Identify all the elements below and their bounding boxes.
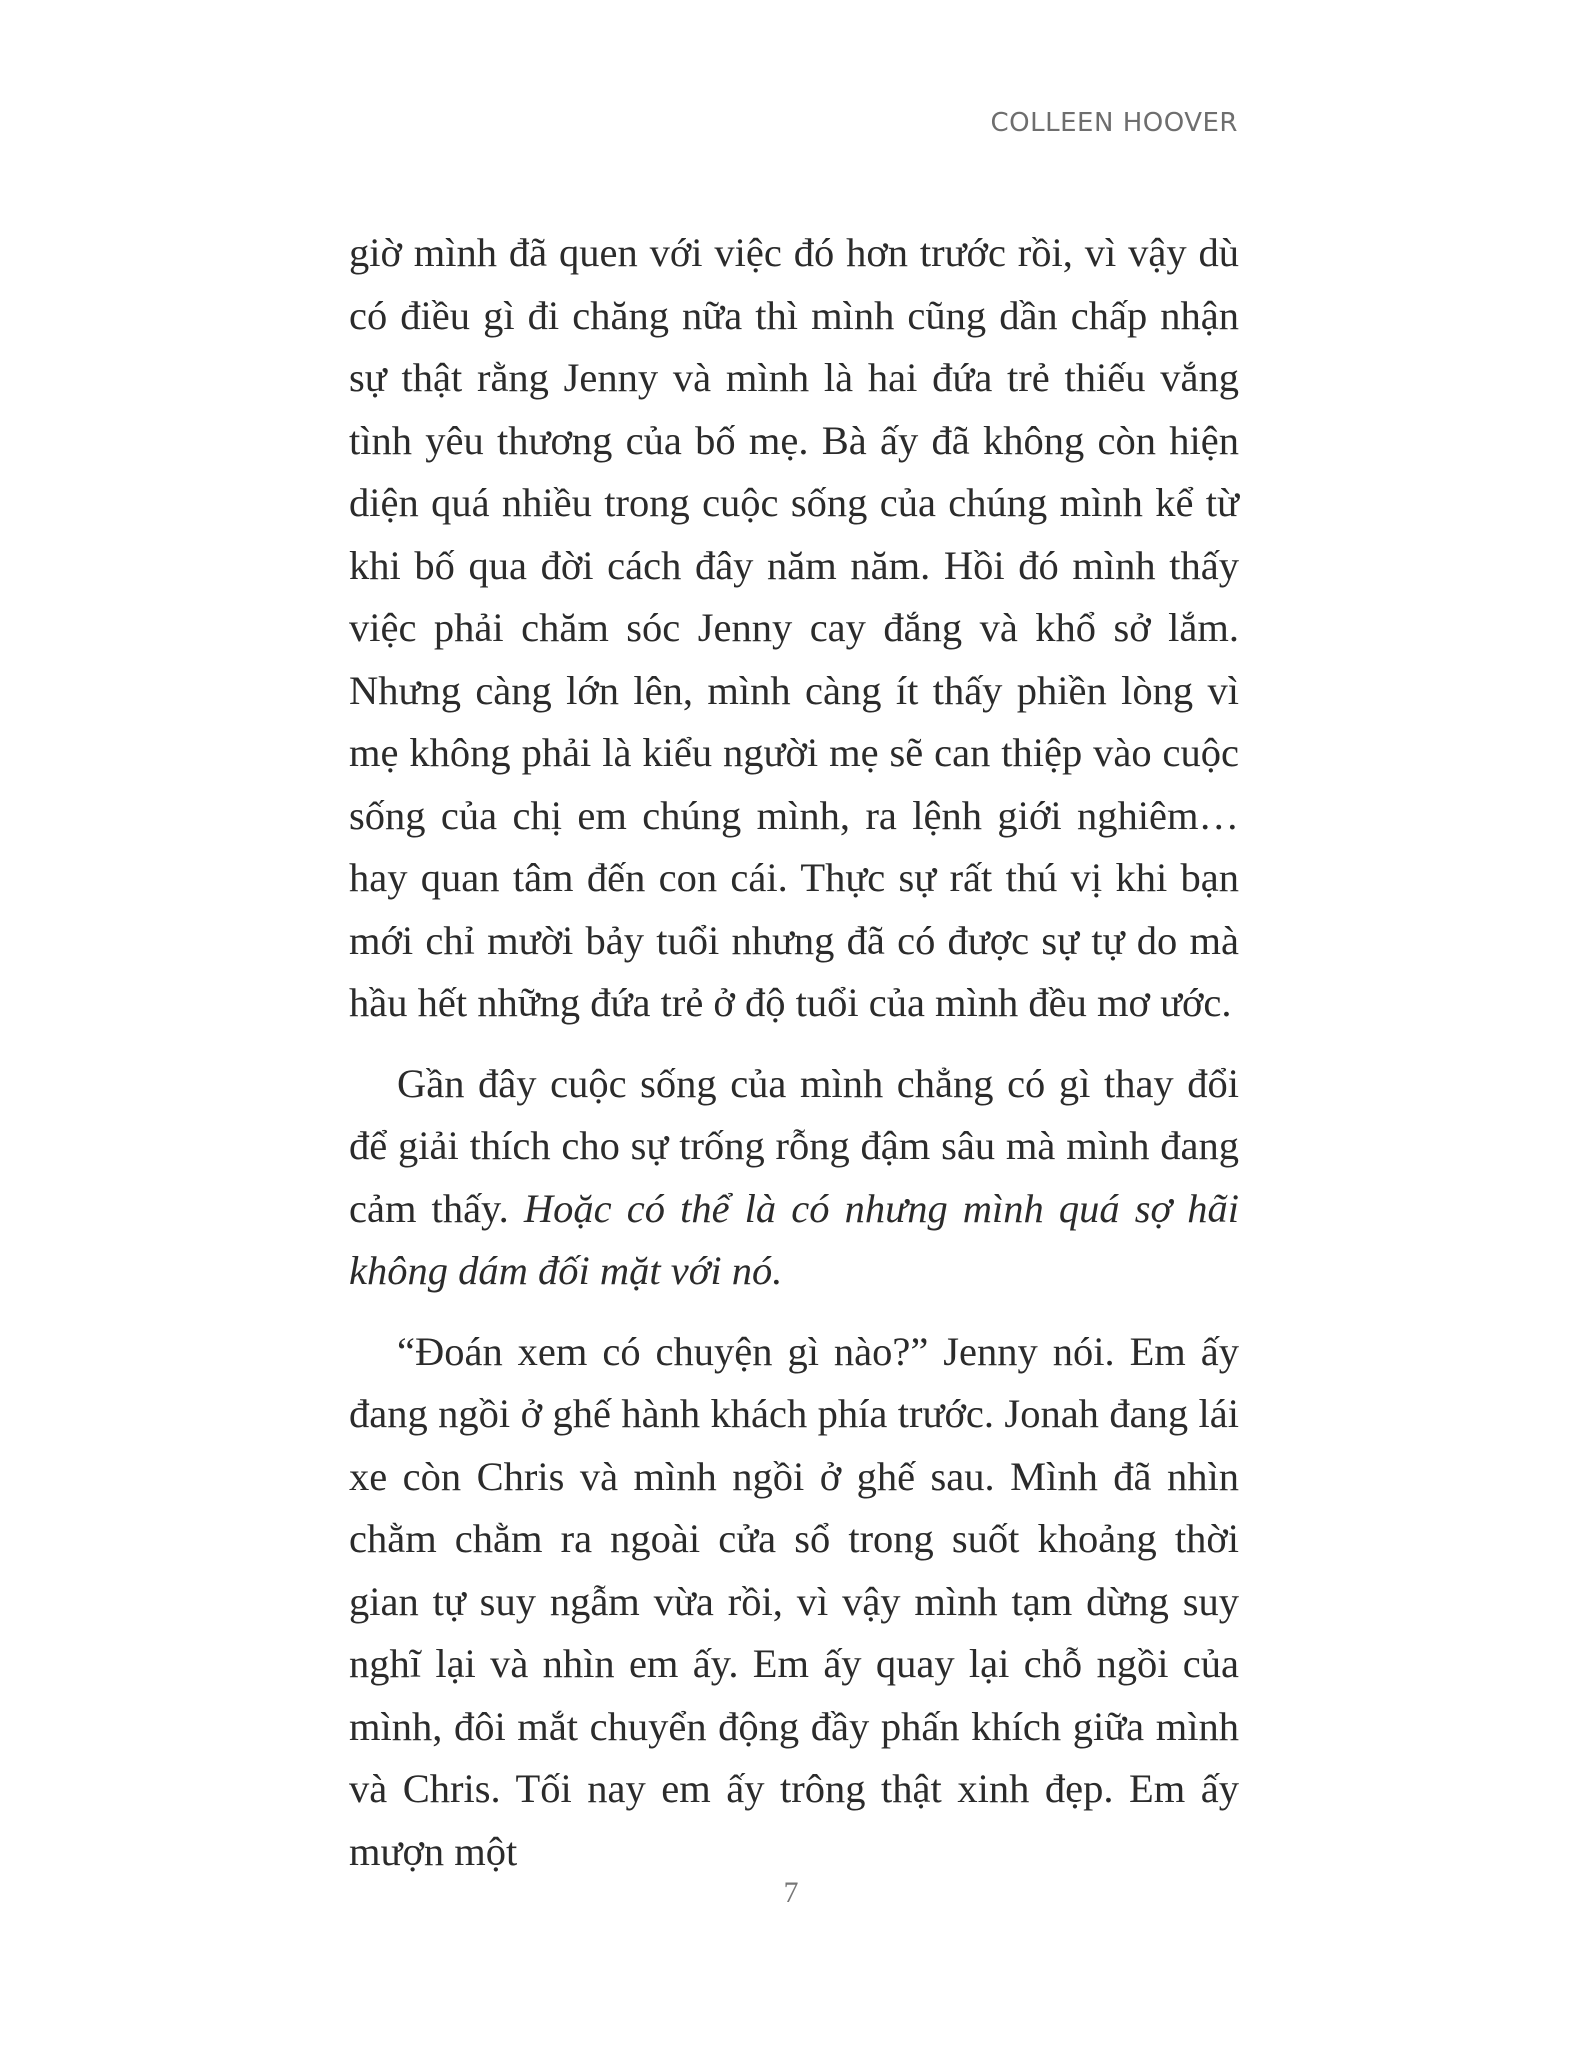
running-header-author: COLLEEN HOOVER — [990, 108, 1238, 138]
paragraph-3: “Đoán xem có chuyện gì nào?” Jenny nói. Em ấy đang ngồi ở ghế hành khách phía trước. Jonah đang lái xe còn Chris và mình ngồi ở ghế sau. Mình đã nhìn chằm chằm ra ngoài cửa sổ trong suốt khoảng thời gian tự suy ngẫm vừa rồi, vì vậy mình tạm dừng suy nghĩ lại và nhìn em ấy. Em ấy quay lại chỗ ngồi của mình, đôi mắt chuyển động đầy phấn khích giữa mình và Chris. Tối nay em ấy trông thật xinh đẹp. Em ấy mượn một — [349, 1328, 1239, 1874]
paragraph-1: giờ mình đã quen với việc đó hơn trước rồi, vì vậy dù có điều gì đi chăng nữa thì mình cũng dần chấp nhận sự thật rằng Jenny và mình là hai đứa trẻ thiếu vắng tình yêu thương của bố mẹ. Bà ấy đã không còn hiện diện quá nhiều trong cuộc sống của chúng mình kể từ khi bố qua đời cách đây năm năm. Hồi đó mình thấy việc phải chăm sóc Jenny cay đắng và khổ sở lắm. Nhưng càng lớn lên, mình càng ít thấy phiền lòng vì mẹ không phải là kiểu người mẹ sẽ can thiệp vào cuộc sống của chị em chúng mình, ra lệnh giới nghiêm… hay quan tâm đến con cái. Thực sự rất thú vị khi bạn mới chỉ mười bảy tuổi nhưng đã có được sự tự do mà hầu hết những đứa trẻ ở độ tuổi của mình đều mơ ước. — [349, 230, 1239, 1025]
page-body — [349, 222, 1239, 1883]
paragraph-2 — [349, 1053, 1239, 1303]
paragraph-2-text: Gần đây cuộc sống của mình chẳng có gì thay đổi để giải thích cho sự trống rỗng đậm sâu mà mình đang cảm thấy. — [349, 1060, 1239, 1231]
paragraph-2-italic-text: Hoặc có thể là có nhưng mình quá sợ hãi không dám đối mặt với nó. — [349, 1185, 1240, 1293]
page-number: 7 — [783, 1876, 799, 1909]
